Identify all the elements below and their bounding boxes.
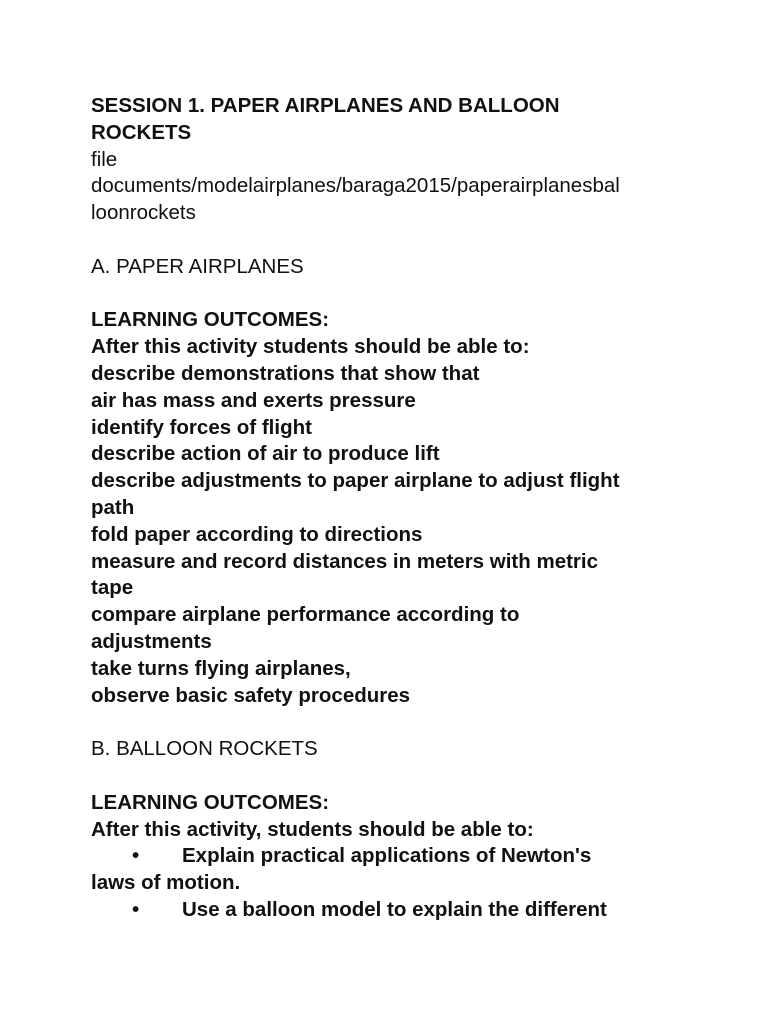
section-a-line: identify forces of flight xyxy=(91,415,312,439)
section-a-line: compare airplane performance according to xyxy=(91,603,520,627)
spacer xyxy=(91,227,691,254)
file-path-line2: documents/modelairplanes/baraga2015/paperairplanesbal xyxy=(91,174,620,198)
file-path-line1: file xyxy=(91,147,118,171)
spacer xyxy=(91,281,691,308)
session-title-line2: ROCKETS xyxy=(91,120,192,144)
bullet-item xyxy=(91,843,691,870)
section-a-line: adjustments xyxy=(91,629,212,653)
section-a-line: air has mass and exerts pressure xyxy=(91,388,416,412)
section-b-outcomes-label: LEARNING OUTCOMES: xyxy=(91,790,330,814)
section-a-line: take turns flying airplanes, xyxy=(91,656,351,680)
spacer xyxy=(91,763,691,790)
bullet-text-line1: Explain practical applications of Newton's xyxy=(182,844,592,868)
section-a-line: measure and record distances in meters with metric xyxy=(91,549,598,573)
section-b-heading: B. BALLOON ROCKETS xyxy=(91,737,318,761)
section-a-line: describe demonstrations that show that xyxy=(91,361,480,385)
section-a-line: fold paper according to directions xyxy=(91,522,423,546)
section-b-intro: After this activity, students should be able to: xyxy=(91,817,534,841)
section-a-line: describe action of air to produce lift xyxy=(91,442,440,466)
section-a-line: describe adjustments to paper airplane to adjust flight xyxy=(91,469,620,493)
document-page xyxy=(91,93,691,924)
section-a-line: path xyxy=(91,495,135,519)
section-a-line: observe basic safety procedures xyxy=(91,683,411,707)
file-path-line3: loonrockets xyxy=(91,201,196,225)
bullet-item xyxy=(91,897,691,924)
bullet-icon: • xyxy=(132,897,140,921)
spacer xyxy=(91,709,691,736)
bullet-text-line1: Use a balloon model to explain the different xyxy=(182,897,607,921)
section-a-intro: After this activity students should be able to: xyxy=(91,335,530,359)
section-a-heading: A. PAPER AIRPLANES xyxy=(91,254,304,278)
bullet-icon: • xyxy=(132,844,140,868)
session-title-line1: SESSION 1. PAPER AIRPLANES AND BALLOON xyxy=(91,94,560,117)
bullet-text-line2: laws of motion. xyxy=(91,871,241,895)
section-a-line: tape xyxy=(91,576,134,600)
section-a-outcomes-label: LEARNING OUTCOMES: xyxy=(91,308,330,332)
